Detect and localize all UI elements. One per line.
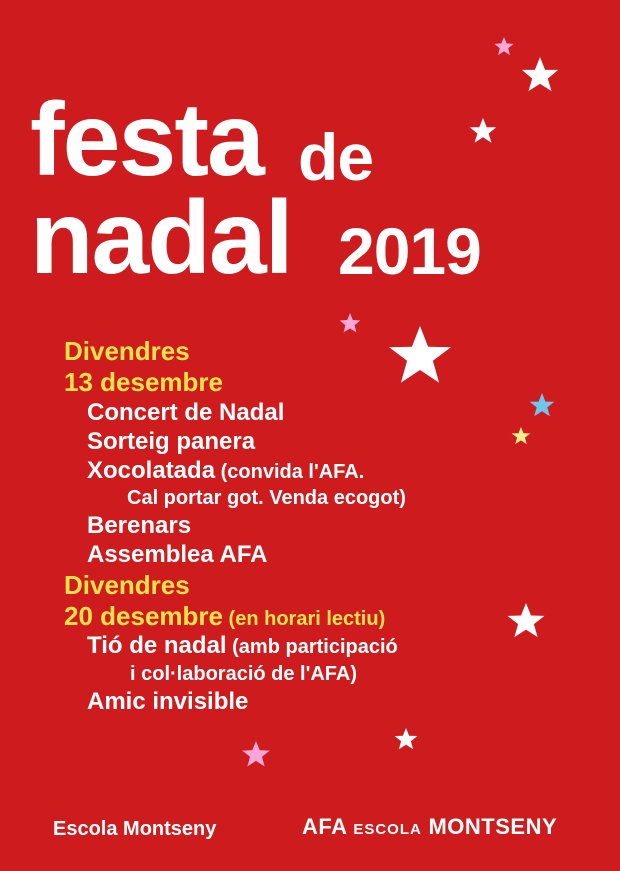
event-xocolatada-label: Xocolatada: [87, 457, 216, 484]
star-icon: [389, 326, 451, 383]
event-berenars: Berenars: [87, 512, 192, 539]
event-xocolatada-note: (convida l'AFA.: [215, 461, 365, 483]
event-tio: [87, 634, 398, 658]
star-icon: [508, 603, 545, 637]
event-concert: Concert de Nadal: [87, 399, 285, 426]
star-icon: [530, 393, 555, 416]
event-xocolatada: [87, 459, 364, 483]
star-icon: [340, 313, 360, 332]
afa-logo: [302, 816, 557, 838]
event-amic: Amic invisible: [87, 688, 249, 715]
day1-date: 13 desembre: [64, 367, 223, 397]
day2-date-label: 20 desembre: [64, 601, 223, 631]
afa-logo-montseny: MONTSENY: [428, 814, 558, 839]
event-xocolatada-note2: Cal portar got. Venda ecogot): [127, 487, 406, 509]
afa-logo-escola: ESCOLA: [353, 821, 422, 838]
star-icon: [495, 37, 514, 55]
title-festa: festa: [30, 82, 263, 198]
title-nadal: nadal: [30, 180, 292, 296]
event-tio-note: (amb participació: [226, 636, 398, 658]
afa-logo-afa: AFA: [302, 814, 347, 839]
star-icon: [522, 57, 558, 91]
star-icon: [395, 728, 418, 749]
title-de: de: [298, 120, 374, 194]
event-tio-note2: i col·laboració de l'AFA): [130, 663, 358, 685]
day2-note: (en horari lectiu): [222, 608, 386, 630]
event-sorteig: Sorteig panera: [87, 428, 256, 455]
star-icon: [470, 118, 497, 143]
title-year: 2019: [338, 214, 481, 288]
day1-label: Divendres: [64, 336, 190, 366]
school-name: Escola Montseny: [53, 818, 217, 840]
event-tio-label: Tió de nadal: [87, 632, 227, 659]
day2-label: Divendres: [64, 570, 190, 600]
star-icon: [242, 741, 270, 766]
event-assemblea: Assemblea AFA: [87, 541, 268, 568]
day2-date: [64, 603, 385, 629]
star-icon: [512, 427, 531, 444]
